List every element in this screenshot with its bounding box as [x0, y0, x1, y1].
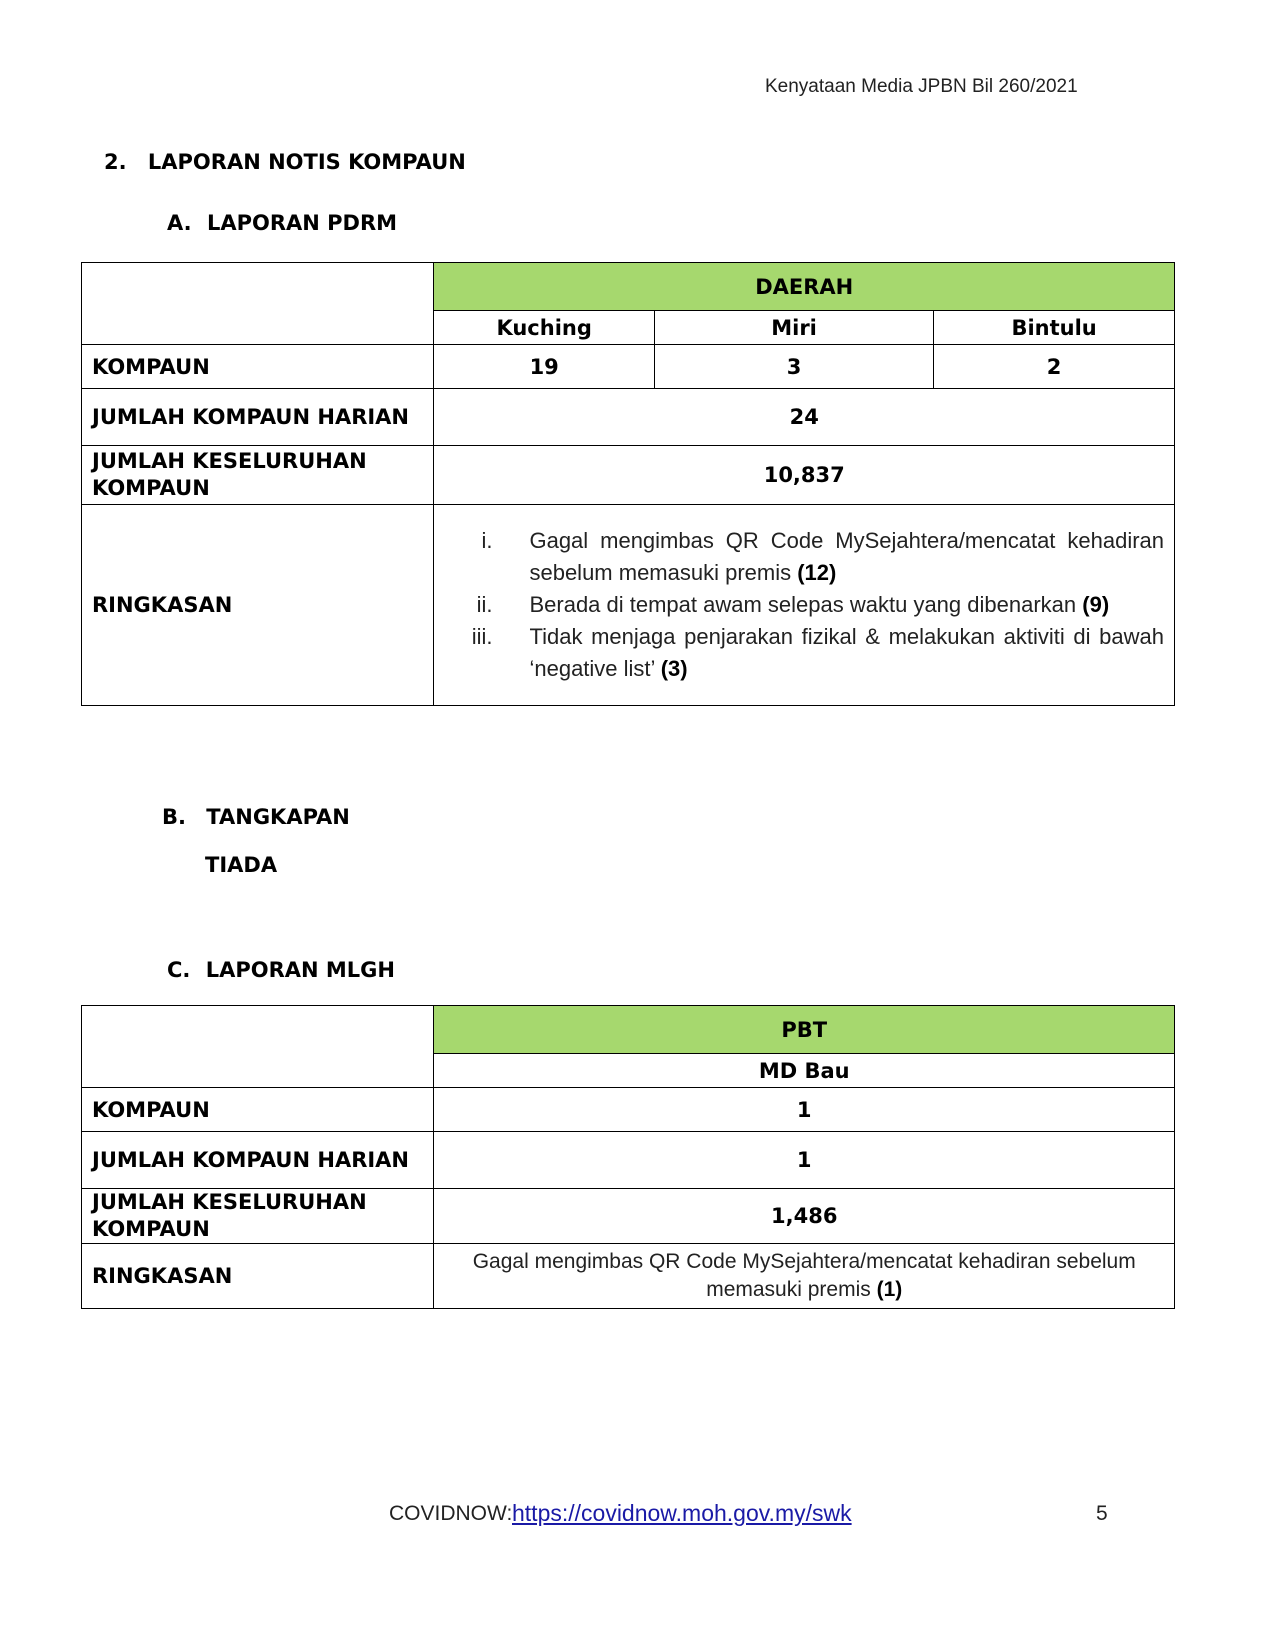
list-number: i. — [481, 528, 493, 553]
section-letter: A. — [167, 211, 192, 235]
ringkasan-label: RINGKASAN — [82, 1244, 434, 1309]
ringkasan-label: RINGKASAN — [82, 505, 434, 706]
section-c-heading — [167, 958, 395, 982]
section-b-content: TIADA — [205, 853, 278, 877]
page-number: 5 — [1096, 1502, 1108, 1525]
section-title: LAPORAN MLGH — [205, 958, 395, 982]
harian-value: 24 — [434, 389, 1175, 446]
keseluruhan-label: JUMLAH KESELURUHAN KOMPAUN — [82, 1189, 434, 1244]
footer-label: COVIDNOW: — [389, 1502, 513, 1525]
list-text: Tidak menjaga penjarakan fizikal & melakukan aktiviti di bawah ‘negative list’ — [529, 624, 1164, 681]
harian-label: JUMLAH KOMPAUN HARIAN — [82, 389, 434, 446]
keseluruhan-label: JUMLAH KESELURUHAN KOMPAUN — [82, 446, 434, 505]
section-b-heading — [162, 805, 350, 829]
section-letter: B. — [162, 805, 186, 829]
column-bintulu: Bintulu — [934, 311, 1175, 345]
section-title: LAPORAN NOTIS KOMPAUN — [147, 150, 466, 174]
list-item — [444, 621, 1164, 685]
section-title: LAPORAN PDRM — [206, 211, 398, 235]
ringkasan-text: Gagal mengimbas QR Code MySejahtera/mencatat kehadiran sebelum memasuki premis — [472, 1250, 1136, 1301]
list-text: Gagal mengimbas QR Code MySejahtera/mencatat kehadiran sebelum memasuki premis — [529, 528, 1164, 585]
daerah-header: DAERAH — [434, 263, 1175, 311]
ringkasan-content — [434, 1244, 1175, 1309]
column-kuching: Kuching — [434, 311, 654, 345]
pbt-header: PBT — [434, 1006, 1175, 1054]
kompaun-kuching: 19 — [434, 345, 654, 389]
list-count: (12) — [797, 560, 837, 585]
section-number: 2. — [104, 150, 127, 174]
column-miri: Miri — [654, 311, 933, 345]
ringkasan-count: (1) — [876, 1278, 903, 1301]
pdrm-table — [81, 262, 1175, 706]
keseluruhan-value: 1,486 — [434, 1189, 1175, 1244]
kompaun-label: KOMPAUN — [82, 1088, 434, 1132]
kompaun-value: 1 — [434, 1088, 1175, 1132]
section-2-heading — [104, 150, 466, 174]
keseluruhan-value: 10,837 — [434, 446, 1175, 505]
document-reference: Kenyataan Media JPBN Bil 260/2021 — [765, 76, 1078, 97]
list-text: Berada di tempat awam selepas waktu yang dibenarkan — [529, 592, 1077, 617]
list-item — [444, 589, 1164, 621]
section-a-heading — [167, 211, 397, 235]
list-item — [444, 525, 1164, 589]
harian-label: JUMLAH KOMPAUN HARIAN — [82, 1132, 434, 1189]
list-count: (9) — [1082, 592, 1110, 617]
column-md-bau: MD Bau — [434, 1054, 1175, 1088]
kompaun-label: KOMPAUN — [82, 345, 434, 389]
harian-value: 1 — [434, 1132, 1175, 1189]
kompaun-bintulu: 2 — [934, 345, 1175, 389]
section-letter: C. — [167, 958, 191, 982]
table-corner — [82, 263, 434, 345]
kompaun-miri: 3 — [654, 345, 933, 389]
mlgh-table — [81, 1005, 1175, 1309]
list-number: iii. — [471, 624, 493, 649]
section-title: TANGKAPAN — [206, 805, 350, 829]
ringkasan-list — [444, 525, 1164, 685]
list-count: (3) — [660, 656, 688, 681]
ringkasan-content — [434, 505, 1175, 706]
list-number: ii. — [476, 592, 493, 617]
table-corner — [82, 1006, 434, 1088]
covidnow-link[interactable]: https://covidnow.moh.gov.my/swk — [512, 1500, 852, 1526]
